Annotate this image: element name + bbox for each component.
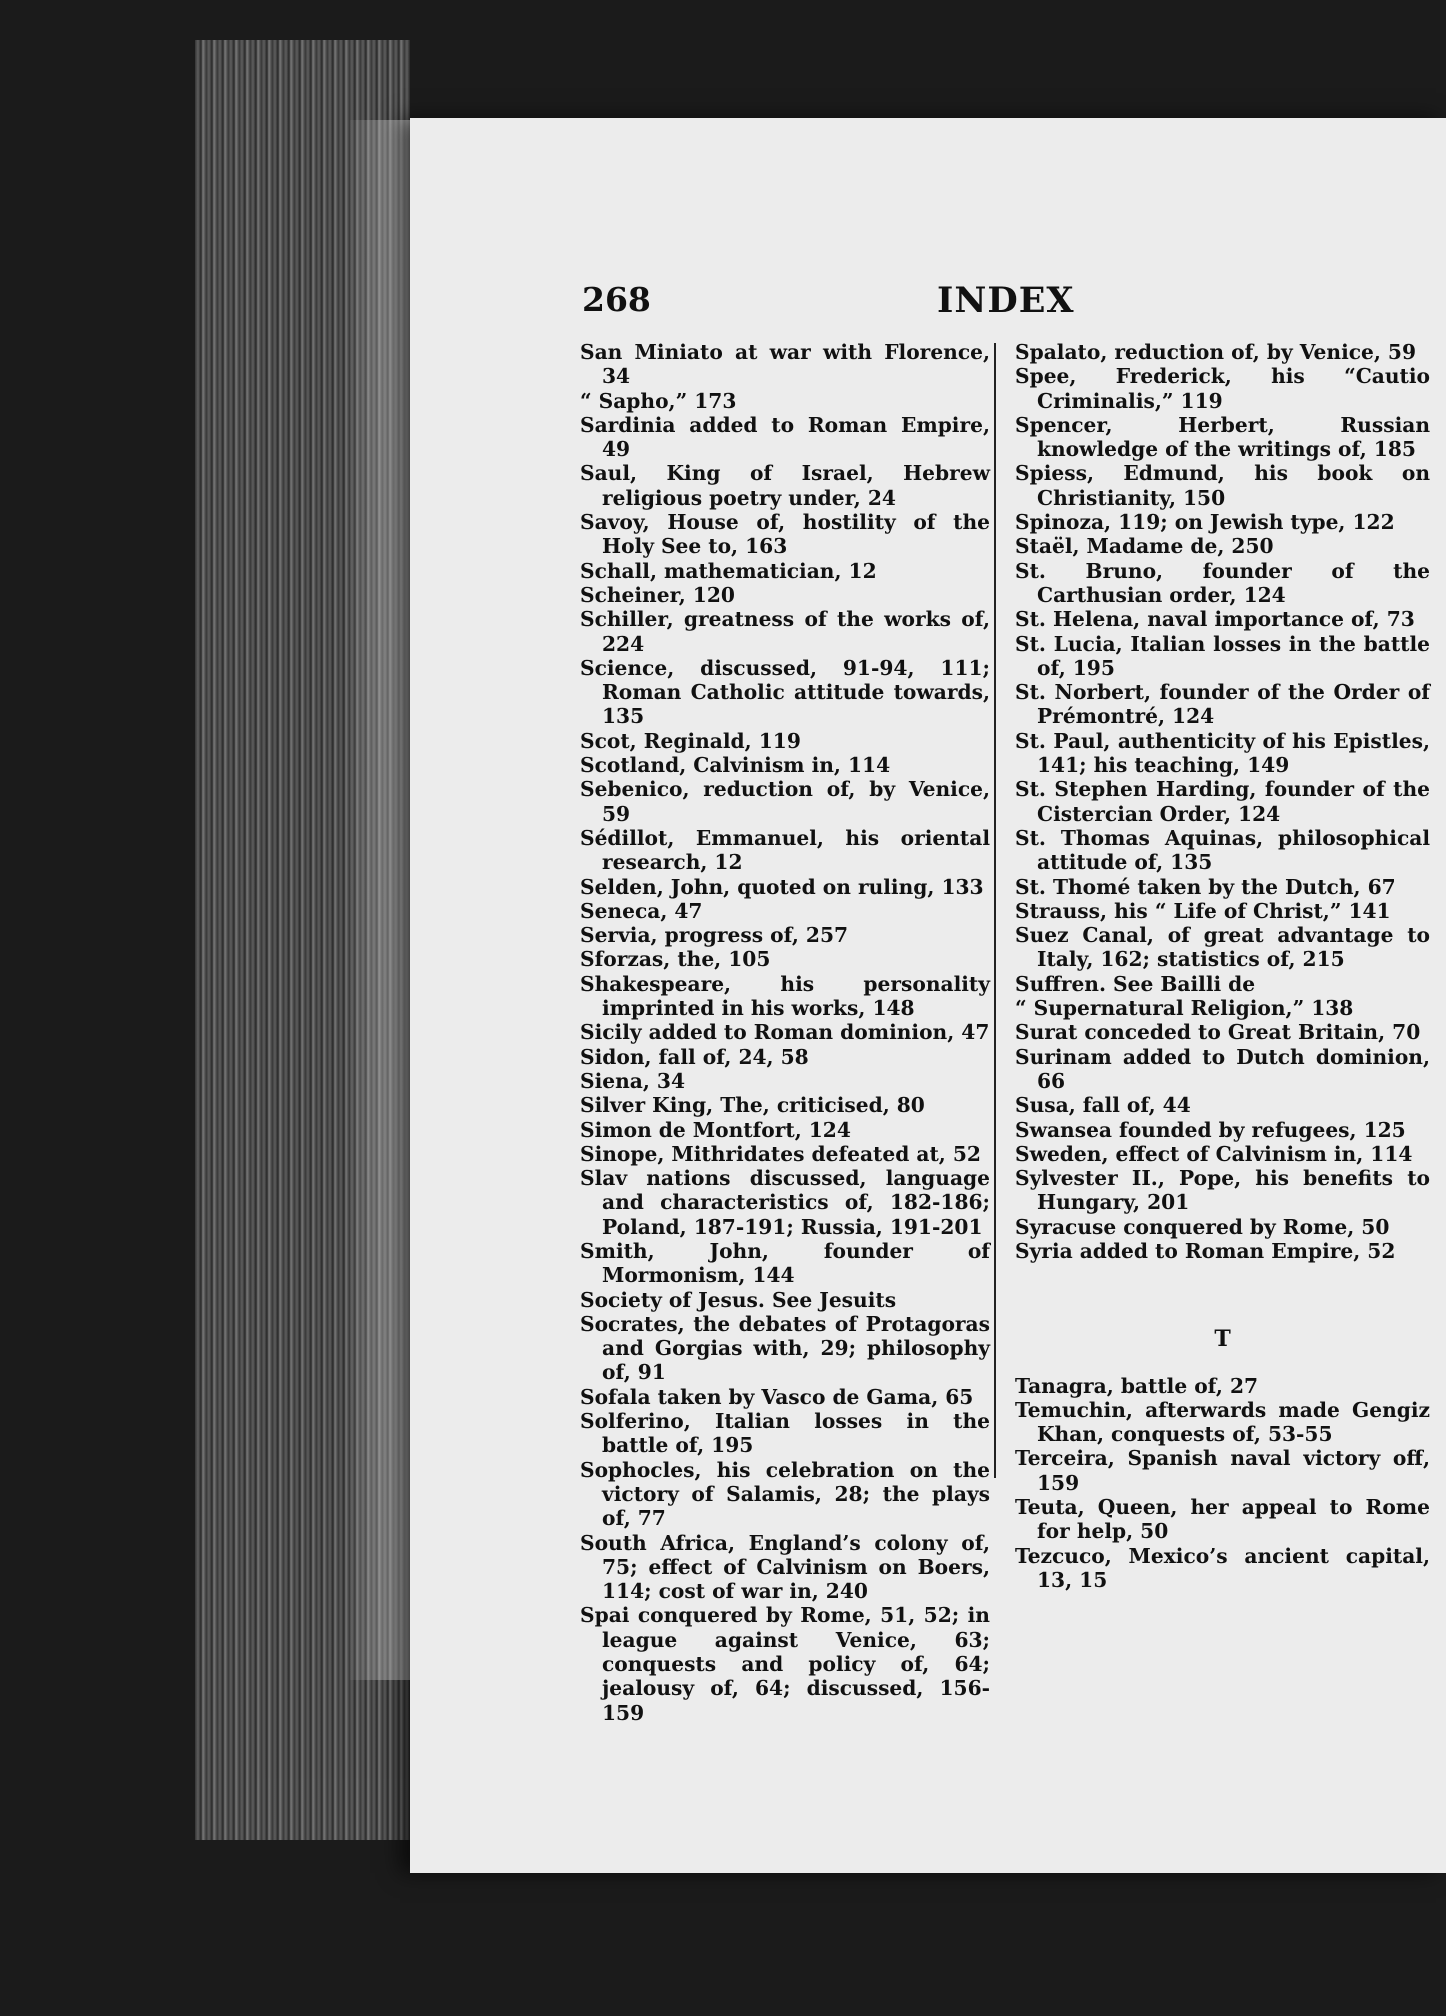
index-entry: Slav nations discussed, language and characteristics of, 182-186; Poland, 187-191; Russia, 191-201 (580, 1166, 990, 1239)
index-entry: Schall, mathematician, 12 (580, 558, 877, 583)
index-entry: Sebenico, reduction of, by Venice, 59 (580, 777, 990, 826)
index-entry: St. Bruno, founder of the Carthusian order, 124 (1015, 558, 1430, 607)
index-entry: Sylvester II., Pope, his benefits to Hungary, 201 (1015, 1166, 1430, 1215)
index-entry: San Miniato at war with Florence, 34 (580, 340, 990, 389)
index-entry: Spinoza, 119; on Jewish type, 122 (1015, 510, 1395, 535)
index-entry: Sidon, fall of, 24, 58 (580, 1044, 809, 1069)
index-entry: Spiess, Edmund, his book on Christianity, 150 (1015, 461, 1430, 510)
index-entry: Sophocles, his celebration on the victory of Salamis, 28; the plays of, 77 (580, 1457, 990, 1531)
index-entry: Simon de Montfort, 124 (580, 1117, 851, 1142)
book-page-edges (195, 40, 410, 1840)
index-entry: Seneca, 47 (580, 898, 703, 923)
index-entry: Scheiner, 120 (580, 582, 735, 607)
index-entry: Syracuse conquered by Rome, 50 (1015, 1214, 1390, 1239)
index-entry: Smith, John, founder of Mormonism, 144 (580, 1238, 990, 1288)
index-entry: Syria added to Roman Empire, 52 (1015, 1238, 1396, 1263)
index-entry: Tezcuco, Mexico’s ancient capital, 13, 15 (1015, 1543, 1430, 1592)
index-entry: Staël, Madame de, 250 (1015, 534, 1274, 559)
section-letter-t: T (1214, 1326, 1231, 1353)
index-entry: Saul, King of Israel, Hebrew religious poetry under, 24 (580, 461, 990, 510)
index-entry: South Africa, England’s colony of, 75; effect of Calvinism on Boers, 114; cost of war in, 240 (580, 1530, 990, 1604)
index-entry: Sofala taken by Vasco de Gama, 65 (580, 1384, 974, 1409)
index-entry: Science, discussed, 91-94, 111; Roman Catholic attitude towards, 135 (580, 655, 990, 729)
index-entry: Savoy, House of, hostility of the Holy See to, 163 (580, 510, 990, 559)
index-entry: Temuchin, afterwards made Gengiz Khan, conquests of, 53-55 (1015, 1397, 1430, 1447)
index-entry: Sweden, effect of Calvinism in, 114 (1015, 1141, 1413, 1166)
index-entry: Spai conquered by Rome, 51, 52; in league against Venice, 63; conquests and policy of, 64; jealousy of, 64; discussed, 156-159 (580, 1603, 990, 1725)
index-entry: St. Thomas Aquinas, philosophical attitude of, 135 (1015, 825, 1430, 875)
index-column-left (580, 340, 990, 1725)
index-entry: Socrates, the debates of Protagoras and Gorgias with, 29; philosophy of, 91 (580, 1311, 990, 1385)
index-entry: “ Sapho,” 173 (580, 388, 737, 413)
index-entry: Schiller, greatness of the works of, 224 (580, 607, 990, 656)
index-entry: St. Paul, authenticity of his Epistles, 141; his teaching, 149 (1015, 728, 1430, 778)
index-entry: Sardinia added to Roman Empire, 49 (580, 412, 990, 462)
index-entry: Selden, John, quoted on ruling, 133 (580, 874, 984, 899)
index-column-right (1015, 340, 1430, 1592)
index-entry: Solferino, Italian losses in the battle of, 195 (580, 1409, 990, 1458)
index-entry: “ Supernatural Religion,” 138 (1015, 996, 1354, 1021)
index-entry: Susa, fall of, 44 (1015, 1093, 1191, 1118)
index-entry: Silver King, The, criticised, 80 (580, 1093, 925, 1118)
index-entry: Suez Canal, of great advantage to Italy, 162; statistics of, 215 (1015, 923, 1430, 972)
index-entry: Sicily added to Roman dominion, 47 (580, 1020, 990, 1045)
column-divider (994, 343, 996, 1478)
index-entry: Terceira, Spanish naval victory off, 159 (1015, 1446, 1430, 1495)
index-entry: Suffren. See Bailli de (1015, 971, 1256, 996)
index-entry: St. Helena, naval importance of, 73 (1015, 607, 1415, 632)
page-number: 268 (582, 280, 651, 319)
index-entry: Swansea founded by refugees, 125 (1015, 1117, 1406, 1142)
index-entry: Spencer, Herbert, Russian knowledge of the writings of, 185 (1015, 412, 1430, 462)
index-entry: St. Norbert, founder of the Order of Prémontré, 124 (1015, 680, 1430, 729)
index-entry: Society of Jesus. See Jesuits (580, 1287, 897, 1312)
page-header (582, 280, 1082, 340)
index-entry: Strauss, his “ Life of Christ,” 141 (1015, 898, 1391, 923)
index-entry: Surat conceded to Great Britain, 70 (1015, 1020, 1421, 1045)
index-entry: Siena, 34 (580, 1068, 685, 1093)
page-title: INDEX (937, 280, 1075, 321)
index-entry: St. Thomé taken by the Dutch, 67 (1015, 874, 1396, 899)
index-entry: Shakespeare, his personality imprinted in his works, 148 (580, 971, 990, 1021)
index-entry: Scot, Reginald, 119 (580, 728, 801, 753)
index-entry: Teuta, Queen, her appeal to Rome for help, 50 (1015, 1495, 1430, 1544)
index-entry: Surinam added to Dutch dominion, 66 (1015, 1044, 1430, 1093)
index-entry: Servia, progress of, 257 (580, 923, 849, 948)
index-entry: St. Stephen Harding, founder of the Cistercian Order, 124 (1015, 777, 1430, 826)
index-entry: St. Lucia, Italian losses in the battle of, 195 (1015, 631, 1430, 680)
book-page (410, 118, 1446, 1873)
index-entry: Sforzas, the, 105 (580, 947, 771, 972)
index-entry: Sédillot, Emmanuel, his oriental research, 12 (580, 825, 990, 875)
index-entry: Scotland, Calvinism in, 114 (580, 753, 891, 778)
index-entry: Spalato, reduction of, by Venice, 59 (1015, 340, 1417, 364)
index-entry: Sinope, Mithridates defeated at, 52 (580, 1141, 981, 1166)
index-entry: Tanagra, battle of, 27 (1015, 1373, 1259, 1398)
index-entry: Spee, Frederick, his “Cautio Criminalis,” 119 (1015, 364, 1430, 413)
